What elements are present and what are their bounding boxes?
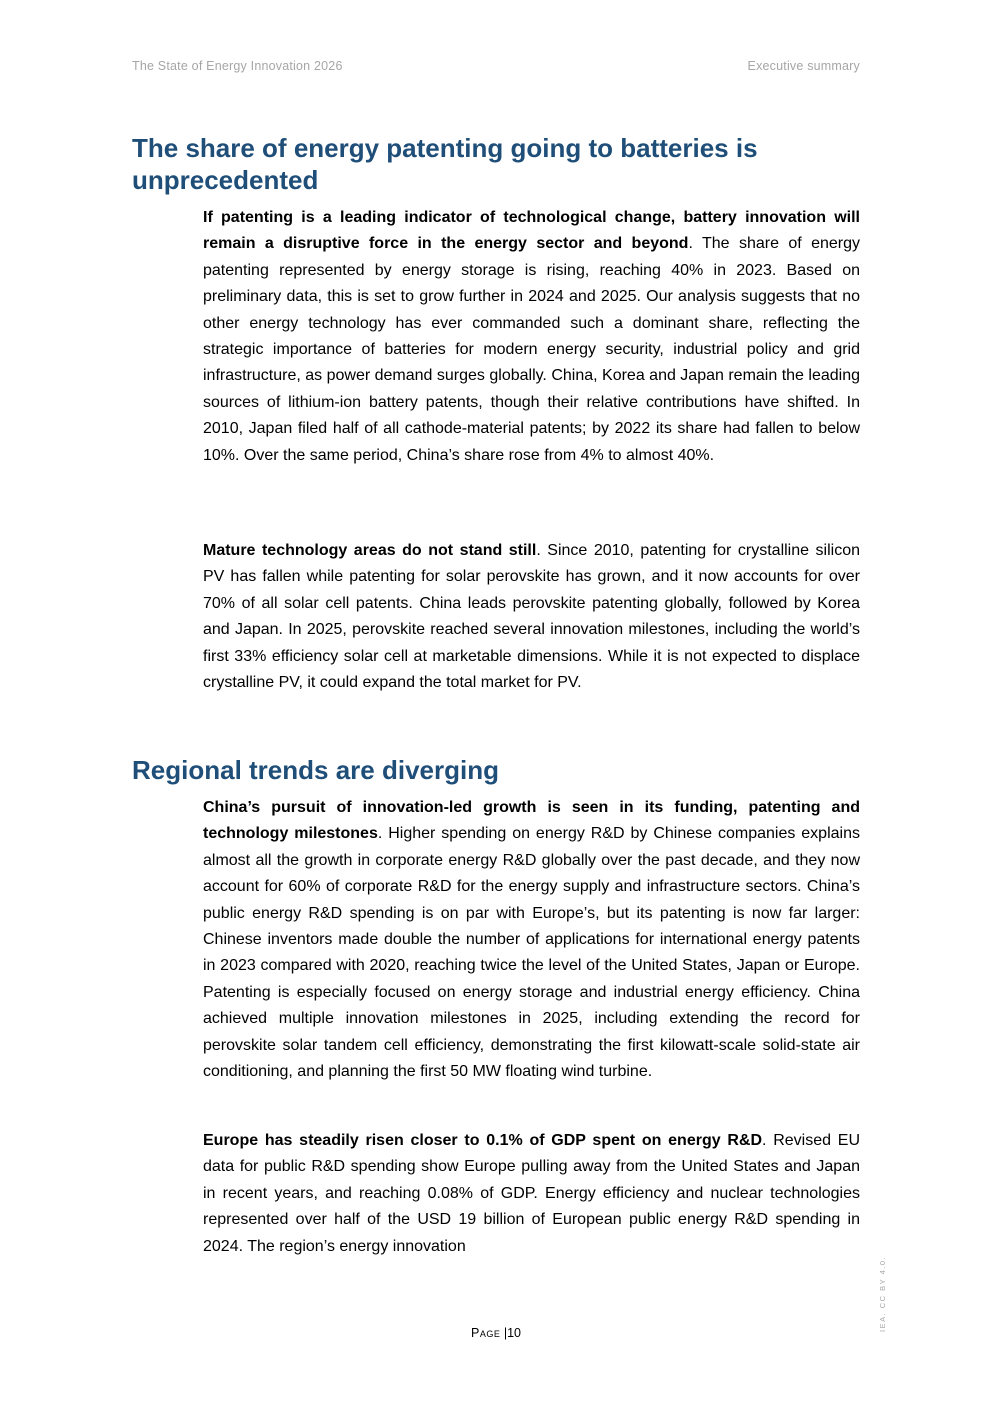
- page-number: 10: [507, 1326, 521, 1340]
- paragraph-lead: Europe has steadily risen closer to 0.1% of GDP spent on energy R&D: [203, 1132, 763, 1149]
- section-title-regional-trends: Regional trends are diverging: [132, 755, 499, 785]
- page-label: Page: [471, 1326, 501, 1340]
- paragraph-china-innovation: [203, 795, 860, 1085]
- report-title: The State of Energy Innovation 2026: [132, 59, 343, 73]
- section-title-batteries: The share of energy patenting going to batteries is unprecedented: [132, 133, 758, 195]
- paragraph-lead: If patenting is a leading indicator of technological change, battery innovation will remain a disruptive force in the energy sector and beyond: [203, 209, 860, 253]
- paragraph-mature-technology: [203, 538, 860, 696]
- page-footer: [0, 1326, 992, 1340]
- paragraph-body: . Higher spending on energy R&D by Chinese companies explains almost all the growth in corporate energy R&D globally over the past decade, and they now account for 60% of corporate R&D for the energy supply and infrastructure sectors. China’s public energy R&D spending is on par with Europe’s, but its patenting is now far larger: Chinese inventors made double the number of applications for international energy patents in 2023 compared with 2020, reaching twice the level of the United States, Japan or Europe. Patenting is especially focused on energy storage and industrial energy efficiency. China achieved multiple innovation milestones in 2025, including extending the record for perovskite solar tandem cell efficiency, demonstrating the first kilowatt-scale solid-state air conditioning, and planning the first 50 MW floating wind turbine.: [203, 825, 860, 1081]
- paragraph-lead: Mature technology areas do not stand still: [203, 542, 537, 559]
- chapter-title: Executive summary: [747, 59, 860, 73]
- paragraph-body: . The share of energy patenting represented by energy storage is rising, reaching 40% in 2023. Based on preliminary data, this is set to grow further in 2024 and 2025. Our analysis suggests that no other energy technology has ever commanded such a dominant share, reflecting the strategic importance of batteries for modern energy security, industrial policy and grid infrastructure, as power demand surges globally. China, Korea and Japan remain the leading sources of lithium-ion battery patents, though their relative contributions have shifted. In 2010, Japan filed half of all cathode-material patents; by 2022 its share had fallen to below 10%. Over the same period, China’s share rose from 4% to almost 40%.: [203, 235, 860, 464]
- paragraph-body: . Since 2010, patenting for crystalline silicon PV has fallen while patenting for solar perovskite has grown, and it now accounts for over 70% of all solar cell patents. China leads perovskite patenting globally, followed by Korea and Japan. In 2025, perovskite reached several innovation milestones, including the world’s first 33% efficiency solar cell at marketable dimensions. While it is not expected to displace crystalline PV, it could expand the total market for PV.: [203, 542, 861, 692]
- paragraph-lead: China’s pursuit of innovation-led growth is seen in its funding, patenting and technology milestones: [203, 799, 860, 843]
- paragraph-battery-patenting: [203, 205, 860, 469]
- paragraph-europe-rd: [203, 1128, 860, 1260]
- running-header: [132, 59, 860, 73]
- page-separator: |: [503, 1326, 508, 1340]
- license-notice: IEA. CC BY 4.0.: [878, 1255, 887, 1332]
- paragraph-body: . Revised EU data for public R&D spending show Europe pulling away from the United States and Japan in recent years, and reaching 0.08% of GDP. Energy efficiency and nuclear technologies represented over half of the USD 19 billion of European public energy R&D spending in 2024. The region’s energy innovation: [203, 1132, 861, 1255]
